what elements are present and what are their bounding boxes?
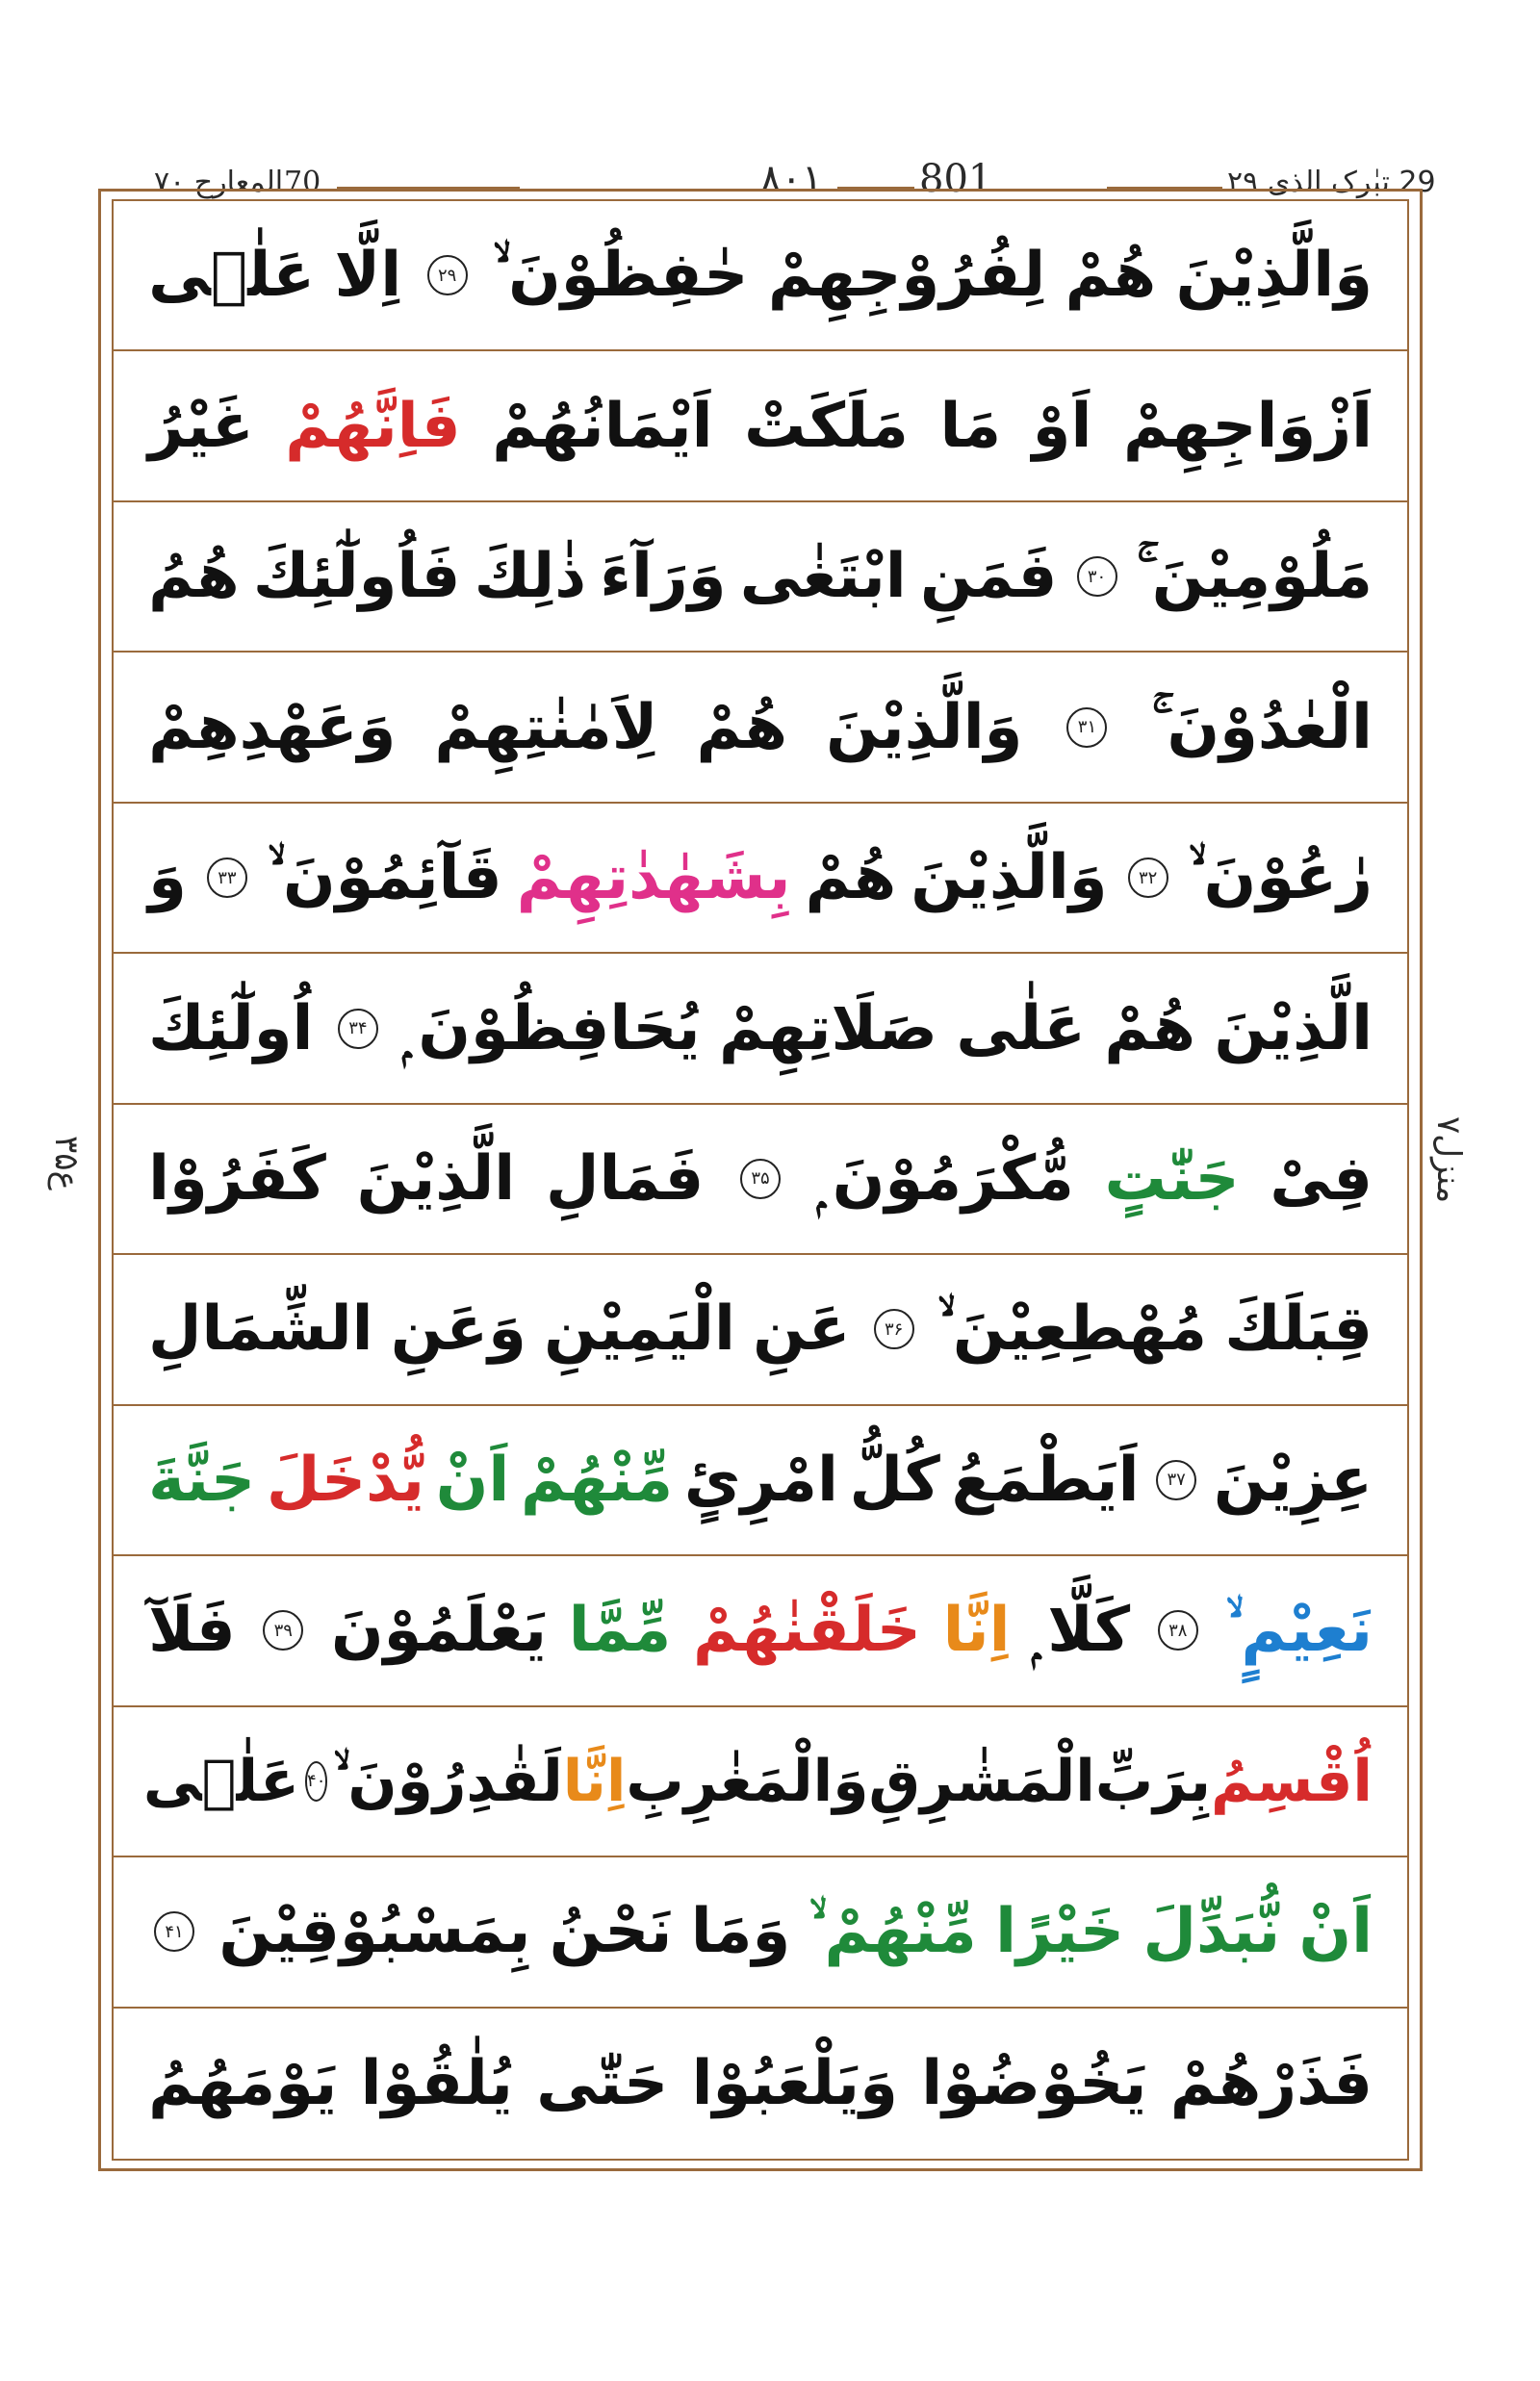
verse-word: اُقْسِمُ — [1211, 1747, 1373, 1815]
verse-word: بِرَبِّ — [1094, 1747, 1212, 1815]
verse-word: وَعَنِ — [390, 1293, 526, 1366]
page-number-arabic: ۸۰۱ — [760, 157, 823, 201]
verse-line — [114, 201, 1407, 351]
verse-word: عِزِيْنَ — [1213, 1444, 1373, 1516]
ayah-number-marker: ۳۸ — [1158, 1610, 1198, 1651]
ayah-number-marker: ۲۹ — [427, 255, 468, 295]
ayah-number-marker: ۴۰ — [305, 1761, 327, 1802]
verse-word: قِبَلَكَ — [1224, 1293, 1373, 1366]
verse-word: اَيْمَانُهُمْ — [492, 390, 713, 462]
verse-word: نَحْنُ — [549, 1896, 673, 1968]
verse-word: وَالَّذِيْنَ — [911, 842, 1108, 914]
verse-word: مُهْطِعِيْنَ ۙ — [937, 1293, 1207, 1366]
verse-word: صَلَاتِهِمْ — [719, 992, 937, 1064]
verse-word: هُمُ — [148, 541, 240, 613]
verse-word: اَنْ — [1298, 1896, 1373, 1968]
verse-word: يُحَافِظُوْنَ ۭ — [402, 992, 701, 1064]
verse-word: يُّدْخَلَ — [266, 1444, 425, 1516]
verse-word: هُمْ — [1104, 992, 1195, 1064]
verse-word: اَنْ — [435, 1444, 510, 1516]
verse-word: عَنِ — [753, 1293, 851, 1366]
verse-line — [114, 1255, 1407, 1405]
verse-word: اَيَطْمَعُ — [951, 1444, 1140, 1516]
verse-word: فَلَآ — [148, 1595, 236, 1667]
verse-word: اِلَّا — [334, 240, 402, 312]
verse-word: نَعِيْمٍ ۙ — [1225, 1595, 1373, 1667]
page-number: 801 — [919, 157, 993, 201]
verse-line — [114, 1105, 1407, 1255]
ayah-number-marker: ۳۵ — [740, 1159, 781, 1199]
verse-word: وَالَّذِيْنَ — [1175, 240, 1373, 312]
verse-word: مَا — [939, 390, 1002, 462]
verse-word: امْرِئٍ — [683, 1444, 838, 1516]
verse-word: مُّكْرَمُوْنَ ۭ — [816, 1142, 1074, 1215]
verse-word: يَخُوْضُوْا — [921, 2047, 1147, 2119]
verse-word: كَلَّا ۭ — [1032, 1595, 1131, 1667]
ayah-number-marker: ۳۲ — [1128, 858, 1168, 898]
verse-line — [114, 804, 1407, 954]
verse-word: وَالَّذِيْنَ — [826, 691, 1023, 763]
ayah-number-marker: ۳۶ — [874, 1309, 914, 1349]
verse-line — [114, 954, 1407, 1104]
verse-word: مِّنْهُمْ ۙ — [808, 1896, 977, 1968]
verse-word: عَلٰۤى — [148, 240, 316, 312]
verse-word: قَآئِمُوْنَ ۙ — [268, 842, 502, 914]
verse-word: اَزْوَاجِهِمْ — [1122, 390, 1373, 462]
verse-word: وَعَهْدِهِمْ — [148, 691, 397, 763]
verse-word: وَ — [148, 842, 187, 914]
verse-word: ابْتَغٰى — [739, 541, 907, 613]
verse-line — [114, 1406, 1407, 1556]
verse-word: بِشَهٰدٰتِهِمْ — [516, 842, 791, 914]
verse-word: فَمَالِ — [545, 1142, 705, 1215]
verse-word: اُولٰٓئِكَ — [148, 992, 314, 1064]
verse-word: مِّمَّا — [568, 1595, 672, 1667]
verse-word: فَمَنِ — [919, 541, 1058, 613]
verse-line — [114, 2009, 1407, 2159]
verse-word: فَاِنَّهُمْ — [285, 390, 461, 462]
verse-word: مَلَكَتْ — [744, 390, 909, 462]
verse-word: الَّذِيْنَ — [1214, 992, 1373, 1064]
verse-word: الْمَشٰرِقِ — [868, 1747, 1095, 1815]
verse-word: وَمَا — [690, 1896, 791, 1968]
juz-label: 29 تبٰرک الذی ۲۹ — [1227, 166, 1436, 199]
ayah-number-marker: ۳۳ — [207, 858, 247, 898]
verse-line — [114, 351, 1407, 501]
verse-word: الْيَمِيْنِ — [544, 1293, 735, 1366]
verse-word: خَيْرًا — [995, 1896, 1125, 1968]
verse-line — [114, 1857, 1407, 2008]
verse-word: اَوْ — [1032, 390, 1092, 462]
verse-word: فَاُولٰٓئِكَ — [252, 541, 461, 613]
ayah-number-marker: ۳۴ — [338, 1009, 378, 1049]
verse-word: كَفَرُوْا — [148, 1142, 326, 1215]
verse-line — [114, 1707, 1407, 1857]
text-frame — [112, 199, 1409, 2161]
surah-name: المعارج ۷۰ — [154, 166, 284, 199]
verse-word: جَنّٰتٍ — [1104, 1142, 1240, 1215]
verse-word: هُمْ — [696, 691, 787, 763]
verse-word: غَيْرُ — [148, 390, 254, 462]
verse-word: الْعٰدُوْنَ ۚ — [1151, 691, 1373, 763]
verse-word: خَلَقْنٰهُمْ — [692, 1595, 921, 1667]
verse-word: وَالْمَغٰرِبِ — [626, 1747, 869, 1815]
verse-word: فَذَرْهُمْ — [1169, 2047, 1373, 2119]
verse-line — [114, 502, 1407, 653]
verse-word: يَوْمَهُمُ — [148, 2047, 338, 2119]
verse-word: مِّنْهُمْ — [520, 1444, 674, 1516]
verse-word: لَقٰدِرُوْنَ ۙ — [333, 1747, 563, 1815]
verse-word: حَتّٰى — [536, 2047, 669, 2119]
ayah-number-marker: ۳۰ — [1077, 556, 1117, 597]
manzil-mark: منزل۷ — [1429, 1116, 1468, 1204]
verse-word: حٰفِظُوْنَ ۙ — [493, 240, 749, 312]
surah-number: 70 — [284, 166, 321, 199]
verse-word: يُلٰقُوْا — [360, 2047, 513, 2119]
ayah-number-marker: ۴۱ — [154, 1911, 194, 1952]
verse-word: الَّذِيْنَ — [356, 1142, 516, 1215]
verse-word: فِىْ — [1270, 1142, 1373, 1215]
verse-word: هُمْ — [805, 842, 897, 914]
ayah-number-marker: ۳۹ — [263, 1610, 303, 1651]
verse-line — [114, 1556, 1407, 1706]
verse-word: اِنَّا — [942, 1595, 1011, 1667]
text-lines — [114, 201, 1407, 2159]
verse-word: وَيَلْعَبُوْا — [691, 2047, 898, 2119]
verse-word: لِاَمٰنٰتِهِمْ — [434, 691, 658, 763]
verse-word: نُّبَدِّلَ — [1142, 1896, 1281, 1968]
verse-word: جَنَّةَ — [148, 1444, 256, 1516]
ayah-number-marker: ۳۱ — [1066, 707, 1107, 748]
verse-word: كُلُّ — [849, 1444, 940, 1516]
verse-word: لِفُرُوْجِهِمْ — [767, 240, 1046, 312]
verse-line — [114, 653, 1407, 803]
verse-word: هُمْ — [1065, 240, 1157, 312]
verse-word: رٰعُوْنَ ۙ — [1188, 842, 1373, 914]
verse-word: وَرَآءَ — [600, 541, 727, 613]
verse-word: عَلٰۤى — [142, 1747, 300, 1815]
verse-word: يَعْلَمُوْنَ — [331, 1595, 547, 1667]
verse-word: عَلٰى — [956, 992, 1086, 1064]
ruku-mark: ع۳۵ — [47, 1136, 86, 1190]
verse-word: بِمَسْبُوْقِيْنَ — [218, 1896, 531, 1968]
verse-word: ذٰلِكَ — [474, 541, 587, 613]
verse-word: مَلُوْمِيْنَ ۚ — [1136, 541, 1373, 613]
ayah-number-marker: ۳۷ — [1156, 1460, 1196, 1500]
verse-word: اِنَّا — [562, 1747, 627, 1815]
verse-word: الشِّمَالِ — [148, 1293, 373, 1366]
